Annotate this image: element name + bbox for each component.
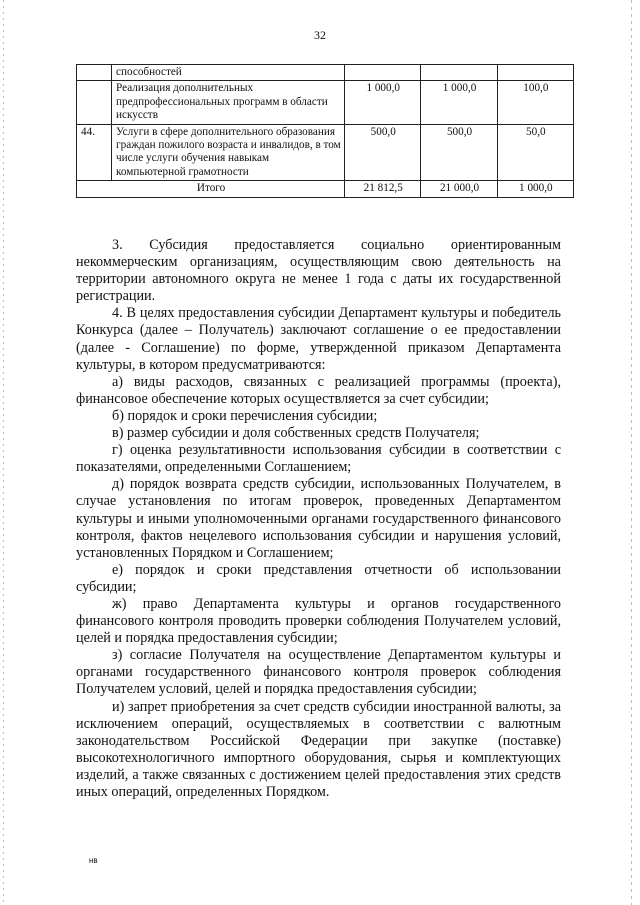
table-row: [77, 65, 574, 81]
paragraph-4: 4. В целях предоставления субсидии Департамент культуры и победитель Конкурса (далее – Получатель) заключают соглашение о ее предоставлении (далее - Соглашение) по форме, утвержденной приказом Департамента культуры, в котором предусматриваются:: [76, 305, 561, 373]
value-3: 50,0: [497, 124, 573, 181]
budget-table: [76, 64, 574, 198]
service-name: способностей: [112, 65, 345, 81]
clause-d: д) порядок возврата средств субсидии, использованных Получателем, в случае установления по итогам проверок, проведенных Департаментом культуры и иными уполномоченными органами государственного финансового контроля, фактов нецелевого использования субсидии и нарушения условий, установленных Порядком и Соглашением;: [76, 476, 561, 561]
value-3: [497, 65, 573, 81]
value-3: 100,0: [497, 81, 573, 124]
value-2: 500,0: [421, 124, 497, 181]
total-value-2: 21 000,0: [421, 181, 497, 197]
row-number: [77, 65, 112, 81]
service-name: Реализация дополнительных предпрофессиональных программ в области искусств: [112, 81, 345, 124]
clause-z: з) согласие Получателя на осуществление Департаментом культуры и органами государственного финансового контроля проверок соблюдения Получателем условий, целей и порядка предоставления субсидии;: [76, 647, 561, 698]
total-value-3: 1 000,0: [497, 181, 573, 197]
value-1: 1 000,0: [345, 81, 421, 124]
table-total-row: [77, 181, 574, 197]
total-label: Итого: [77, 181, 345, 197]
document-body: [76, 237, 561, 801]
clause-zh: ж) право Департамента культуры и органов государственного финансового контроля проводить проверки соблюдения Получателем условий, целей и порядка предоставления субсидии;: [76, 595, 561, 647]
value-1: [345, 65, 421, 81]
value-2: 1 000,0: [421, 81, 497, 124]
value-2: [421, 65, 497, 81]
scan-edge-right: [631, 0, 632, 905]
clause-g: г) оценка результативности использования субсидии в соответствии с показателями, определенными Соглашением;: [76, 442, 561, 476]
clause-b: б) порядок и сроки перечисления субсидии;: [112, 407, 378, 424]
value-1: 500,0: [345, 124, 421, 181]
clause-a: а) виды расходов, связанных с реализацией программы (проекта), финансовое обеспечение которых осуществляется за счет субсидии;: [76, 373, 561, 407]
row-number: [77, 81, 112, 124]
footer-mark: нв: [89, 856, 98, 865]
total-value-1: 21 812,5: [345, 181, 421, 197]
row-number: 44.: [77, 124, 112, 181]
clause-v: в) размер субсидии и доля собственных средств Получателя;: [112, 425, 480, 442]
paragraph-3: 3. Субсидия предоставляется социально ориентированным некоммерческим организациям, осуществляющим свою деятельность на территории автономного округа не менее 1 года с даты их государственной регистрации.: [76, 237, 561, 305]
table-row: [77, 124, 574, 181]
scan-edge-left: [3, 0, 4, 905]
clause-e: е) порядок и сроки представления отчетности об использовании субсидии;: [76, 561, 561, 595]
table-row: [77, 81, 574, 124]
page-number: 32: [314, 28, 326, 42]
clause-i: и) запрет приобретения за счет средств субсидии иностранной валюты, за исключением операций, осуществляемых в соответствии с валютным законодательством Российской Федерации при закупке (поставке) высокотехнологичного импортного оборудования, сырья и комплектующих изделий, а также связанных с достижением целей предоставления этих средств иных операций, определенных Порядком.: [76, 698, 561, 800]
service-name: Услуги в сфере дополнительного образования граждан пожилого возраста и инвалидов, в том числе услуги обучения навыкам компьютерной грамотности: [112, 124, 345, 181]
